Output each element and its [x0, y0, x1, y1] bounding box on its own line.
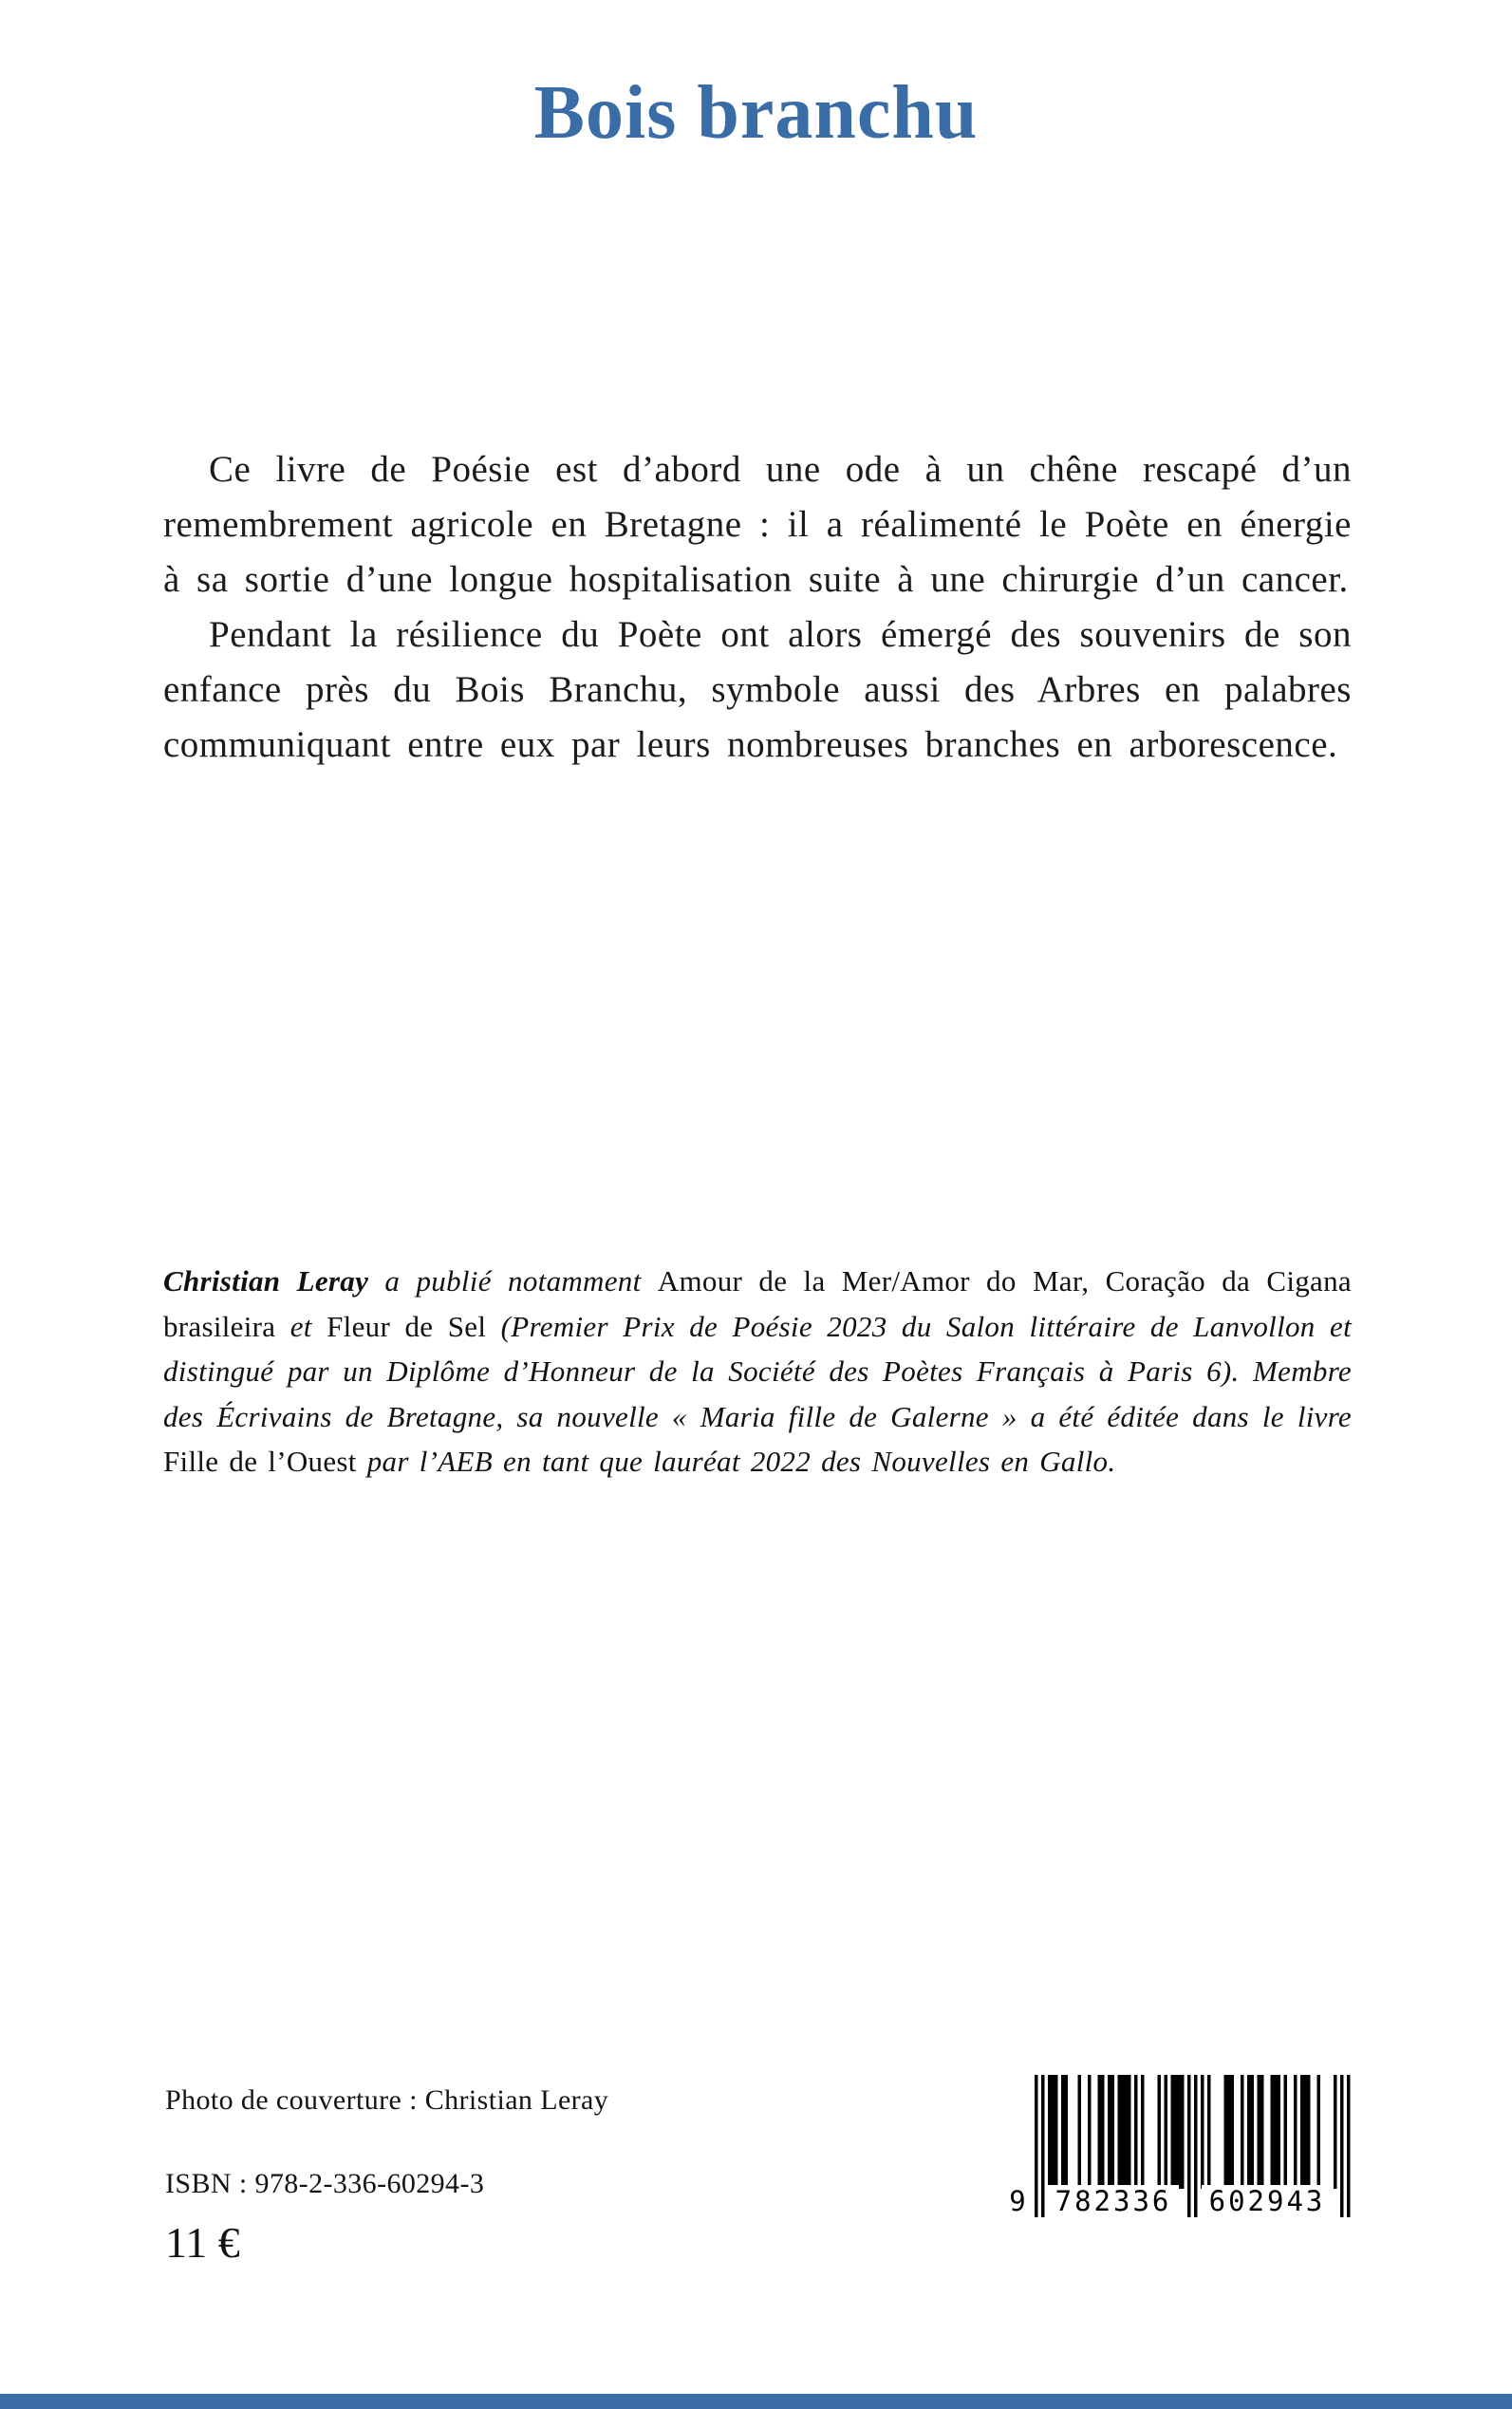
- price: 11 €: [165, 2218, 240, 2267]
- synopsis: [163, 442, 1352, 773]
- bio-book-title: Fille de l’Ouest: [163, 1445, 357, 1478]
- barcode-digit-group: 782336: [1048, 2185, 1179, 2217]
- synopsis-paragraph-2: Pendant la résilience du Poète ont alors émergé des souvenirs de son enfance près du Bois Branchu, symbole aussi des Arbres en palabres communiquant entre eux par leurs nombreuses branches en arborescence.: [163, 614, 1352, 765]
- bottom-accent-stripe: [0, 2394, 1512, 2409]
- bio-text: et: [275, 1309, 327, 1343]
- bio-text: a publié notamment: [368, 1264, 658, 1298]
- barcode-digit-group: 9: [1004, 2185, 1031, 2217]
- synopsis-paragraph-1: Ce livre de Poésie est d’abord une ode à un chêne rescapé d’un remembrement agricole en Bretagne : il a réalimenté le Poète en énergie à sa sortie d’une longue hospitalisation suite à une chirurgie d’un cancer.: [163, 449, 1352, 600]
- photo-credit: Photo de couverture : Christian Leray: [165, 2084, 609, 2116]
- bio-text: (Premier Prix de Poésie 2023 du Salon littéraire de Lanvollon et distingué par un Diplôme d’Honneur de la Société des Poètes Français à Paris 6). Membre des Écrivains de Bretagne, sa nouvelle « Maria fille de Galerne » a été éditée dans le livre: [163, 1309, 1352, 1433]
- barcode: [1004, 2075, 1353, 2221]
- book-title: Bois branchu: [533, 71, 979, 155]
- barcode-digit-group: 602943: [1202, 2185, 1333, 2217]
- author-bio: [163, 1259, 1352, 1485]
- bio-text: par l’AEB en tant que lauréat 2022 des Nouvelles en Gallo.: [356, 1445, 1116, 1478]
- bio-book-title: Amour de la Mer/Amor do Mar, Coração da Cigana brasileira: [163, 1264, 1352, 1343]
- isbn: ISBN : 978-2-336-60294-3: [165, 2168, 485, 2199]
- author-name: Christian Leray: [163, 1264, 369, 1298]
- bio-book-title: Fleur de Sel: [327, 1309, 487, 1343]
